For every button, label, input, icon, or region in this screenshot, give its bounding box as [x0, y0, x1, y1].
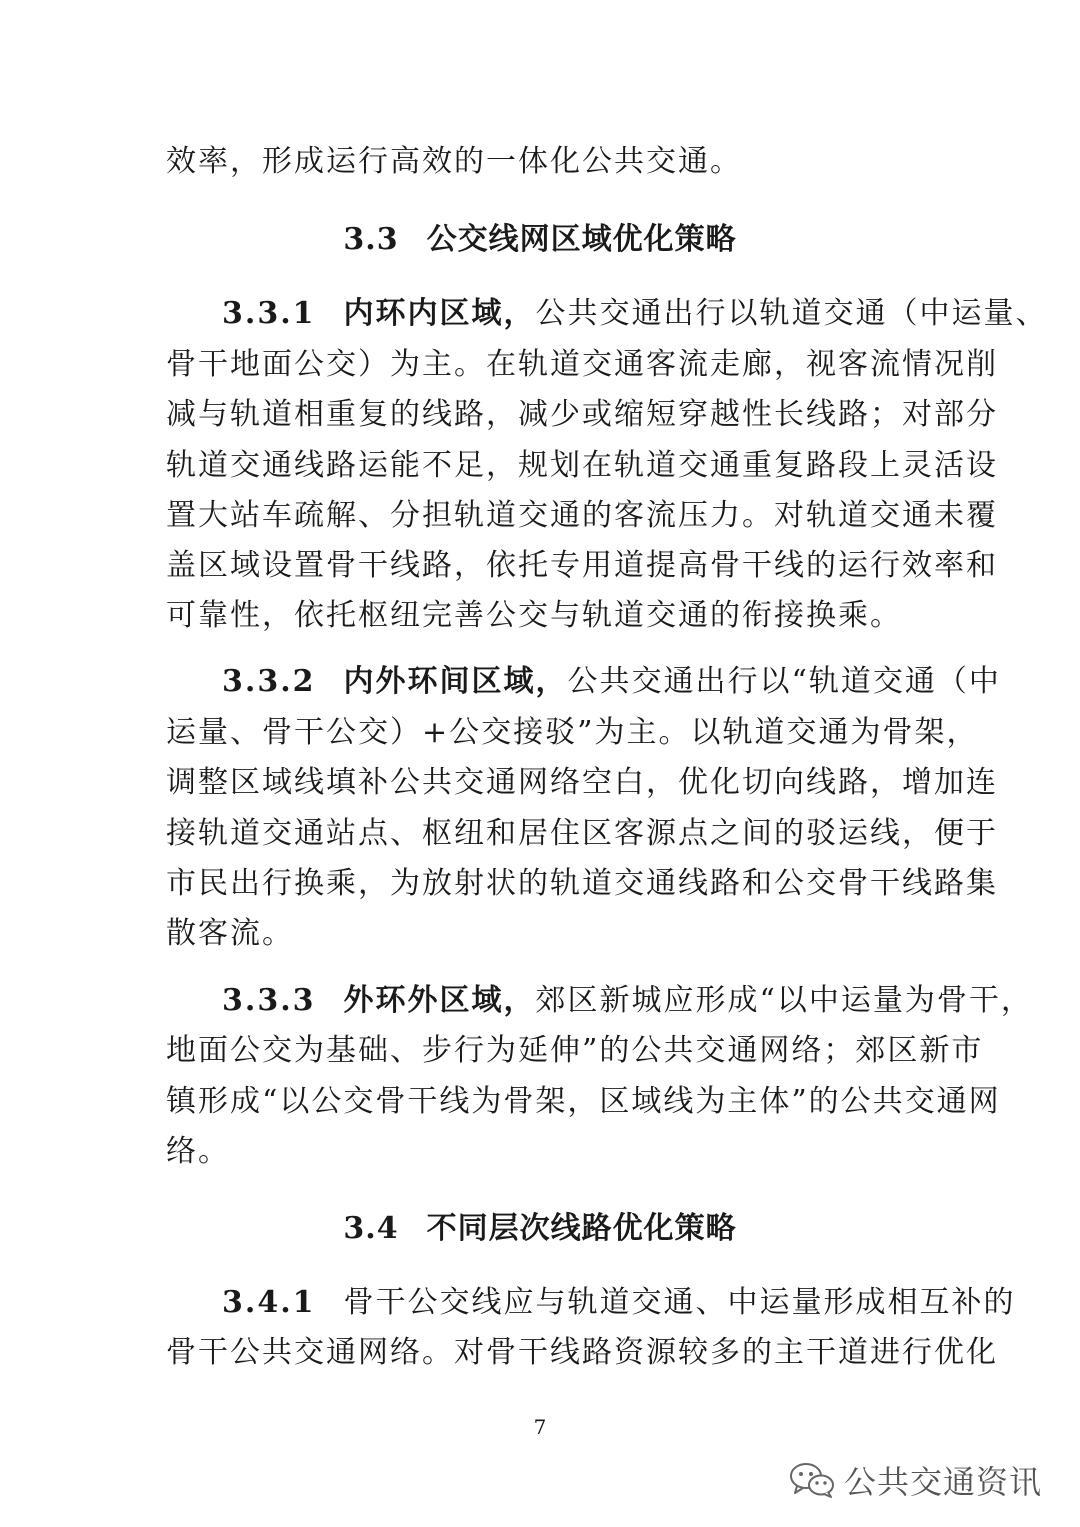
subsection-3-3-1-first-line	[222, 288, 1048, 340]
section-title: 不同层次线路优化策略	[426, 1211, 737, 1246]
paragraph-line: 轨道交通线路运能不足，规划在轨道交通重复路段上灵活设	[166, 448, 998, 483]
subsection-3-4-1-first-line	[222, 1277, 1016, 1329]
paragraph-line: 盖区域设置骨干线路，依托专用道提高骨干线的运行效率和	[166, 548, 998, 583]
paragraph-line: 运量、骨干公交）+公交接驳”为主。以轨道交通为骨架，	[166, 715, 979, 750]
page-number: 7	[533, 1415, 547, 1439]
paragraph-line: 骨干公共交通网络。对骨干线路资源较多的主干道进行优化	[166, 1335, 998, 1370]
watermark-text: 公共交通资讯	[843, 1463, 1042, 1501]
subsection-number: 3.3.1	[222, 296, 316, 331]
subsection-3-3-3-first-line	[222, 975, 1033, 1027]
section-heading-3-4	[0, 1203, 1080, 1255]
paragraph-line: 地面公交为基础、步行为延伸”的公共交通网络；郊区新市	[166, 1033, 984, 1068]
paragraph-text: 骨干公交线应与轨道交通、中运量形成相互补的	[343, 1285, 1016, 1320]
subsection-lead: 外环外区域，	[343, 983, 536, 1018]
subsection-number: 3.4.1	[222, 1285, 316, 1320]
paragraph-line: 效率，形成运行高效的一体化公共交通。	[166, 144, 742, 179]
subsection-lead: 内环内区域，	[343, 296, 536, 331]
paragraph-line: 可靠性，依托枢纽完善公交与轨道交通的衔接换乘。	[166, 598, 902, 633]
paragraph-line: 减与轨道相重复的线路，减少或缩短穿越性长线路；对部分	[166, 397, 998, 432]
paragraph-line: 络。	[166, 1134, 230, 1169]
subsection-number: 3.3.2	[222, 664, 316, 699]
paragraph-text: 公共交通出行以轨道交通（中运量、	[535, 296, 1048, 331]
wechat-icon	[788, 1460, 836, 1500]
section-number: 3.3	[343, 222, 399, 257]
paragraph-line: 调整区域线填补公共交通网络空白，优化切向线路，增加连	[166, 765, 998, 800]
subsection-3-3-2-first-line	[222, 656, 1001, 708]
subsection-lead: 内外环间区域，	[343, 664, 568, 699]
paragraph-line: 镇形成“以公交骨干线为骨架，区域线为主体”的公共交通网	[166, 1084, 1001, 1119]
paragraph-line: 接轨道交通站点、枢纽和居住区客源点之间的驳运线，便于	[166, 816, 998, 851]
paragraph-line: 市民出行换乘，为放射状的轨道交通线路和公交骨干线路集	[166, 866, 998, 901]
paragraph-text: 公共交通出行以“轨道交通（中	[567, 664, 1001, 699]
paragraph-line: 散客流。	[166, 916, 294, 951]
paragraph-text: 郊区新城应形成“以中运量为骨干，	[535, 983, 1033, 1018]
section-title: 公交线网区域优化策略	[426, 222, 737, 257]
watermark	[788, 1455, 1042, 1505]
section-number: 3.4	[343, 1211, 399, 1246]
paragraph-line: 骨干地面公交）为主。在轨道交通客流走廊，视客流情况削	[166, 347, 998, 382]
subsection-number: 3.3.3	[222, 983, 316, 1018]
paragraph-line: 置大站车疏解、分担轨道交通的客流压力。对轨道交通未覆	[166, 498, 998, 533]
section-heading-3-3	[0, 214, 1080, 266]
